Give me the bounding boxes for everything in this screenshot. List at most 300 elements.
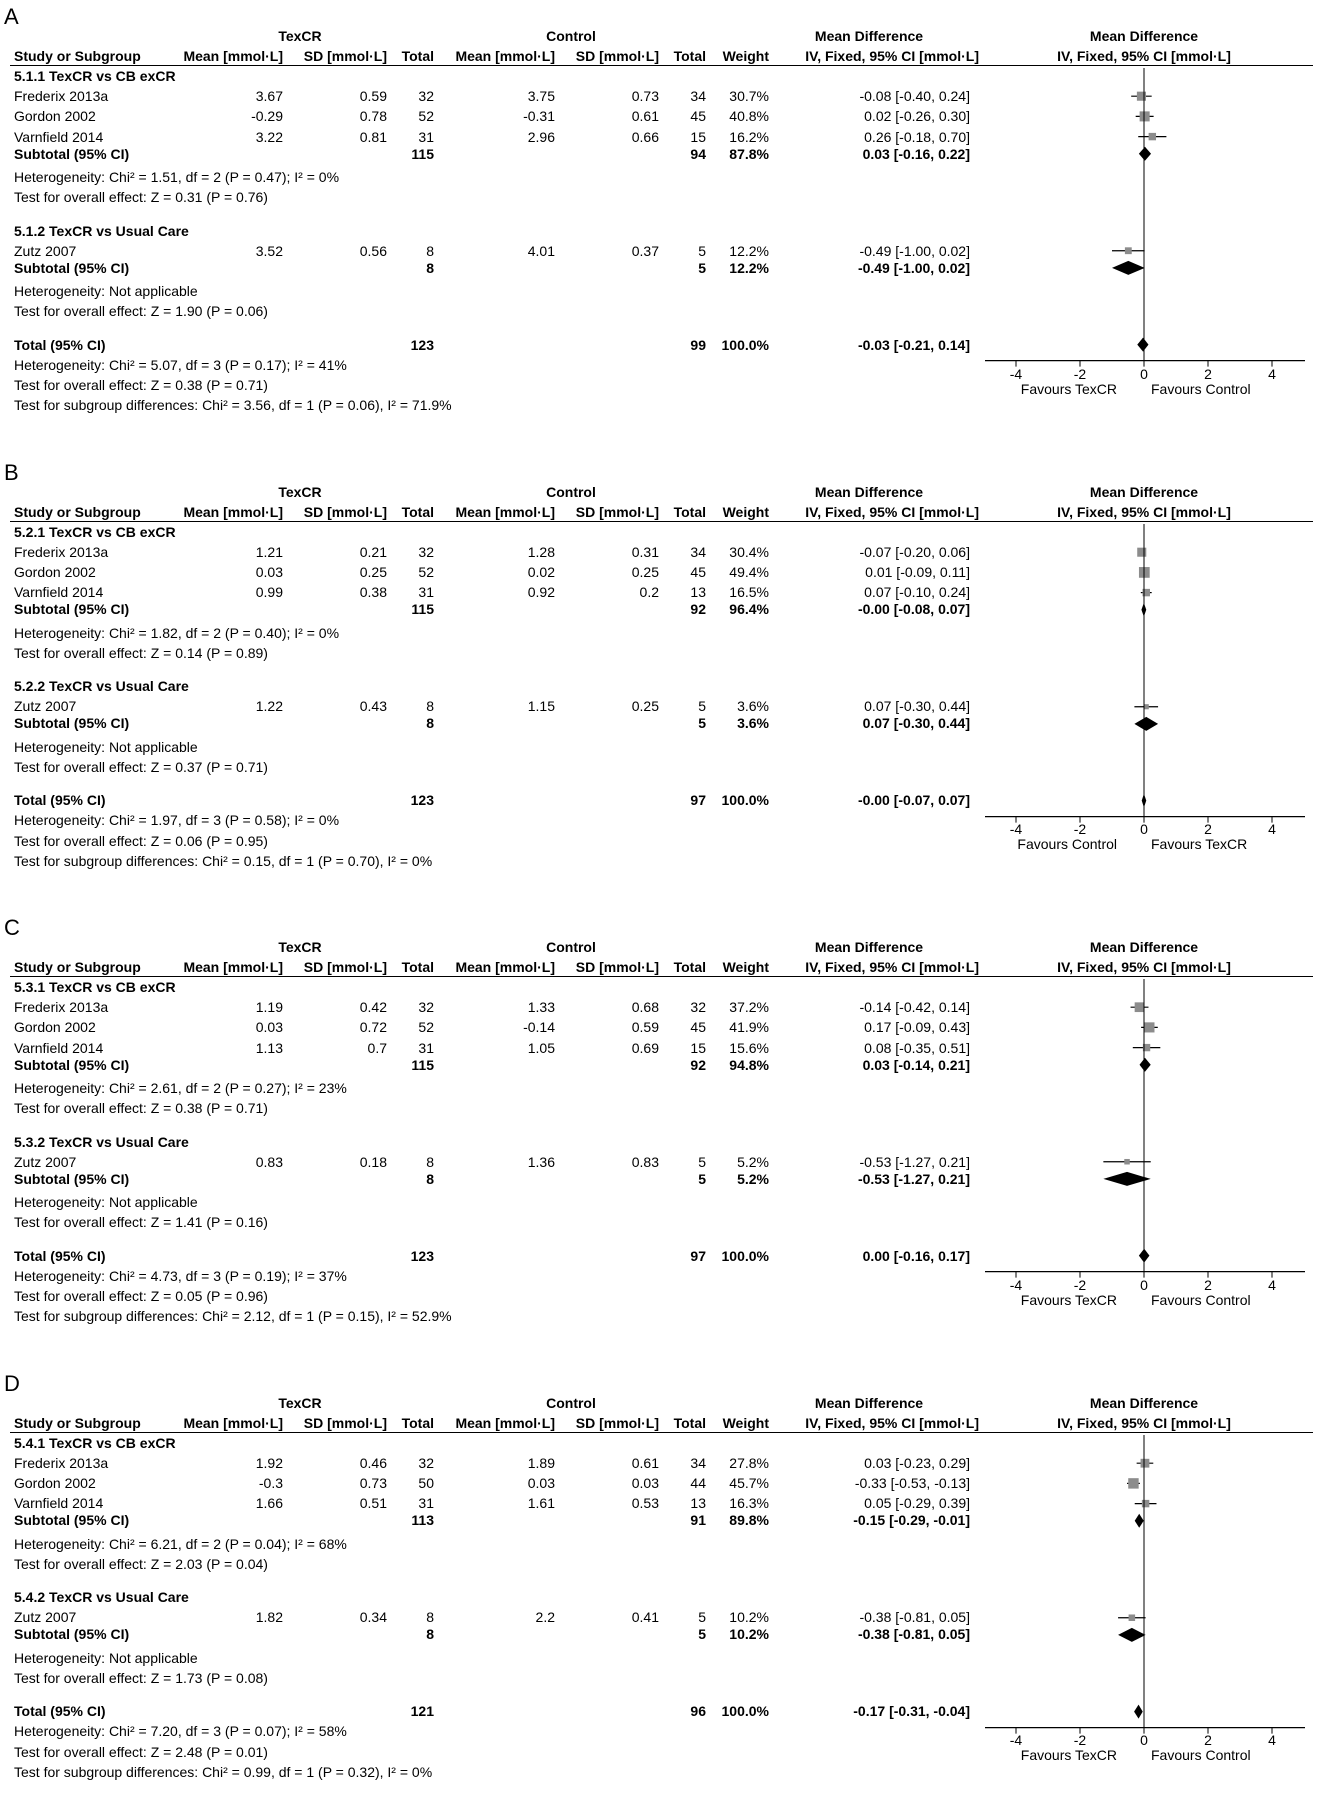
study-c-n: 32 (690, 999, 706, 1016)
study-ci: 0.02 [-0.26, 0.30] (864, 108, 970, 125)
study-c-sd: 0.25 (631, 563, 659, 580)
study-c-sd: 0.53 (631, 1495, 659, 1512)
subgroup-title: 5.2.2 TexCR vs Usual Care (14, 678, 189, 695)
heterogeneity-text: Heterogeneity: Not applicable (14, 1194, 198, 1211)
subtotal-weight: 87.8% (729, 145, 769, 162)
subtotal-e-n: 115 (411, 145, 434, 162)
study-e-n: 8 (426, 242, 434, 259)
study-e-n: 52 (418, 563, 434, 580)
study-e-n: 32 (418, 999, 434, 1016)
study-c-sd: 0.83 (631, 1153, 659, 1170)
study-c-n: 5 (698, 242, 706, 259)
study-c-sd: 0.66 (631, 128, 659, 145)
study-ci: 0.03 [-0.23, 0.29] (864, 1454, 970, 1471)
study-c-mean: 0.92 (527, 584, 555, 601)
study-e-mean: 1.66 (255, 1495, 283, 1512)
subgroup-title: 5.4.1 TexCR vs CB exCR (14, 1434, 176, 1451)
subtotal-label: Subtotal (95% CI) (14, 1512, 130, 1529)
header-rule (10, 521, 1313, 522)
favours-right-label: Favours Control (1151, 1747, 1251, 1764)
study-c-n: 15 (690, 128, 706, 145)
subtotal-c-n: 5 (698, 259, 706, 276)
study-c-mean: 3.75 (527, 88, 555, 105)
x-tick-label: -2 (1073, 1732, 1087, 1749)
col-exp-sd-header: SD [mmol·L] (303, 1414, 387, 1431)
subtotal-weight: 96.4% (729, 601, 769, 618)
study-c-n: 44 (690, 1474, 706, 1491)
study-weight: 40.8% (729, 108, 769, 125)
subgroup-title: 5.1.2 TexCR vs Usual Care (14, 222, 189, 239)
subtotal-e-n: 115 (411, 1056, 434, 1073)
x-tick-label: 2 (1204, 1732, 1212, 1749)
forest-panel-b (0, 456, 1323, 906)
study-e-sd: 0.46 (359, 1454, 387, 1471)
heterogeneity-text: Heterogeneity: Chi² = 1.51, df = 2 (P = 0.47); I² = 0% (14, 169, 340, 185)
subtotal-c-n: 94 (690, 145, 706, 162)
overall-effect-text: Test for overall effect: Z = 1.90 (P = 0.06) (14, 303, 268, 320)
col-exp-total-header: Total (401, 48, 434, 64)
study-c-sd: 0.73 (631, 88, 659, 105)
study-ci: -0.08 [-0.40, 0.24] (859, 88, 970, 105)
total-diamond (1137, 338, 1148, 352)
ctrl-group-header: Control (546, 28, 596, 44)
study-c-mean: 1.89 (527, 1454, 555, 1471)
subtotal-weight: 5.2% (737, 1170, 769, 1187)
col-exp-mean-header: Mean [mmol·L] (183, 48, 283, 64)
study-e-sd: 0.81 (359, 128, 387, 145)
study-c-mean: 2.2 (535, 1609, 555, 1626)
study-weight: 16.3% (729, 1495, 769, 1512)
study-name: Zutz 2007 (14, 242, 77, 259)
subtotal-label: Subtotal (95% CI) (14, 259, 130, 276)
study-e-mean: 1.92 (255, 1454, 283, 1471)
col-ctrl-mean-header: Mean [mmol·L] (455, 1414, 555, 1431)
study-c-sd: 0.61 (631, 108, 659, 125)
study-weight: 12.2% (729, 242, 769, 259)
subtotal-c-n: 5 (698, 1170, 706, 1187)
plot-method-header: IV, Fixed, 95% CI [mmol·L] (1057, 503, 1231, 520)
study-weight: 41.9% (729, 1019, 769, 1036)
x-tick-label: -4 (1009, 365, 1023, 382)
total-heterogeneity-text: Heterogeneity: Chi² = 7.20, df = 3 (P = 0.07); I² = 58% (14, 1723, 347, 1740)
panel-letter: A (4, 4, 19, 29)
subtotal-ci: -0.38 [-0.81, 0.05] (857, 1626, 970, 1643)
header-rule (10, 65, 1313, 66)
x-tick-label: 4 (1268, 1276, 1276, 1293)
total-e-n: 123 (410, 1247, 434, 1264)
favours-left-label: Favours TexCR (1020, 380, 1117, 397)
study-weight-square (1142, 1499, 1149, 1506)
x-tick-label: 0 (1140, 365, 1148, 382)
col-exp-sd-header: SD [mmol·L] (303, 48, 387, 64)
subtotal-e-n: 8 (426, 715, 434, 732)
study-weight: 30.4% (729, 543, 769, 560)
study-weight: 45.7% (729, 1474, 769, 1491)
favours-right-label: Favours TexCR (1151, 836, 1248, 853)
col-ci-header: IV, Fixed, 95% CI [mmol·L] (805, 503, 979, 520)
total-label: Total (95% CI) (14, 336, 106, 353)
total-label: Total (95% CI) (14, 1703, 106, 1720)
exp-group-header: TexCR (278, 28, 322, 44)
overall-effect-text: Test for overall effect: Z = 1.73 (P = 0.08) (14, 1669, 268, 1686)
subtotal-ci: 0.07 [-0.30, 0.44] (862, 715, 970, 732)
study-ci: 0.07 [-0.30, 0.44] (864, 698, 970, 715)
subtotal-e-n: 8 (426, 1170, 434, 1187)
subtotal-e-n: 113 (411, 1512, 434, 1529)
exp-group-header: TexCR (278, 483, 322, 500)
x-tick-label: 0 (1140, 1732, 1148, 1749)
study-c-mean: 1.61 (527, 1495, 555, 1512)
study-c-mean: 1.36 (527, 1153, 555, 1170)
study-weight: 37.2% (729, 999, 769, 1016)
x-tick-label: -4 (1009, 1276, 1023, 1293)
col-exp-total-header: Total (401, 503, 434, 520)
study-e-n: 31 (418, 584, 434, 601)
study-c-sd: 0.31 (631, 543, 659, 560)
study-e-mean: 0.99 (255, 584, 283, 601)
study-name: Zutz 2007 (14, 1153, 77, 1170)
plot-header-title: Mean Difference (1089, 939, 1199, 955)
col-ctrl-sd-header: SD [mmol·L] (575, 503, 659, 520)
study-e-mean: -0.29 (251, 108, 283, 125)
col-exp-mean-header: Mean [mmol·L] (183, 959, 283, 975)
subtotal-weight: 3.6% (737, 715, 769, 732)
study-weight-square (1137, 547, 1146, 556)
study-weight: 15.6% (729, 1039, 769, 1056)
favours-left-label: Favours TexCR (1020, 1747, 1117, 1764)
study-c-sd: 0.37 (631, 242, 659, 259)
subtotal-label: Subtotal (95% CI) (14, 1056, 130, 1073)
col-ctrl-total-header: Total (673, 1414, 706, 1431)
total-ci: -0.03 [-0.21, 0.14] (857, 336, 970, 353)
plot-header-title: Mean Difference (1089, 1394, 1199, 1411)
col-ci-header: IV, Fixed, 95% CI [mmol·L] (805, 1414, 979, 1431)
subtotal-ci: 0.03 [-0.14, 0.21] (862, 1056, 970, 1073)
overall-effect-text: Test for overall effect: Z = 2.03 (P = 0.04) (14, 1555, 268, 1572)
subtotal-ci: -0.00 [-0.08, 0.07] (857, 601, 970, 618)
study-c-mean: 1.05 (527, 1039, 555, 1056)
overall-effect-text: Test for overall effect: Z = 0.14 (P = 0.89) (14, 644, 268, 661)
heterogeneity-text: Heterogeneity: Not applicable (14, 738, 198, 755)
x-tick-label: 4 (1268, 821, 1276, 838)
study-e-n: 8 (426, 1153, 434, 1170)
study-name: Frederix 2013a (14, 1454, 109, 1471)
study-weight: 49.4% (729, 563, 769, 580)
study-c-n: 34 (690, 1454, 706, 1471)
study-e-sd: 0.25 (359, 563, 387, 580)
study-c-n: 45 (690, 563, 706, 580)
subtotal-label: Subtotal (95% CI) (14, 145, 130, 162)
study-e-n: 52 (418, 108, 434, 125)
subtotal-c-n: 5 (698, 1626, 706, 1643)
study-name: Gordon 2002 (14, 1474, 96, 1491)
favours-right-label: Favours Control (1151, 1291, 1251, 1308)
total-c-n: 99 (690, 336, 706, 353)
study-e-mean: 1.22 (255, 698, 283, 715)
study-e-mean: 1.21 (255, 543, 283, 560)
study-name: Frederix 2013a (14, 88, 109, 105)
exp-group-header: TexCR (278, 939, 322, 955)
col-ctrl-total-header: Total (673, 48, 706, 64)
study-c-n: 45 (690, 1019, 706, 1036)
subtotal-diamond (1140, 1058, 1151, 1072)
ctrl-group-header: Control (546, 1394, 596, 1411)
study-ci: 0.07 [-0.10, 0.24] (864, 584, 970, 601)
col-study-header: Study or Subgroup (14, 959, 141, 975)
subtotal-c-n: 5 (698, 715, 706, 732)
study-c-mean: -0.31 (523, 108, 555, 125)
total-heterogeneity-text: Heterogeneity: Chi² = 1.97, df = 3 (P = 0.58); I² = 0% (14, 812, 340, 829)
total-label: Total (95% CI) (14, 1247, 106, 1264)
subgroup-title: 5.4.2 TexCR vs Usual Care (14, 1589, 189, 1606)
study-e-sd: 0.18 (359, 1153, 387, 1170)
md-header-title: Mean Difference (814, 1394, 924, 1411)
study-ci: -0.38 [-0.81, 0.05] (859, 1609, 970, 1626)
col-ctrl-total-header: Total (673, 959, 706, 975)
subtotal-c-n: 91 (690, 1512, 706, 1529)
study-weight-square (1140, 111, 1150, 121)
total-label: Total (95% CI) (14, 792, 106, 809)
forest-panel-d (0, 1367, 1323, 1817)
study-e-sd: 0.34 (359, 1609, 387, 1626)
subtotal-label: Subtotal (95% CI) (14, 601, 130, 618)
col-ci-header: IV, Fixed, 95% CI [mmol·L] (805, 48, 979, 64)
x-tick-label: 2 (1204, 821, 1212, 838)
favours-left-label: Favours Control (1017, 836, 1117, 853)
plot-method-header: IV, Fixed, 95% CI [mmol·L] (1057, 959, 1231, 975)
study-weight: 5.2% (737, 1153, 769, 1170)
col-ctrl-total-header: Total (673, 503, 706, 520)
study-c-n: 15 (690, 1039, 706, 1056)
col-exp-mean-header: Mean [mmol·L] (183, 1414, 283, 1431)
study-e-sd: 0.72 (359, 1019, 387, 1036)
study-ci: -0.53 [-1.27, 0.21] (859, 1153, 970, 1170)
subtotal-weight: 10.2% (729, 1626, 769, 1643)
study-ci: 0.08 [-0.35, 0.51] (864, 1039, 970, 1056)
study-ci: 0.01 [-0.09, 0.11] (865, 563, 970, 580)
col-study-header: Study or Subgroup (14, 1414, 141, 1431)
forest-panel-c (0, 911, 1323, 1361)
total-overall-effect-text: Test for overall effect: Z = 0.05 (P = 0.96) (14, 1288, 268, 1305)
study-e-n: 32 (418, 88, 434, 105)
study-weight-square (1144, 1022, 1154, 1032)
study-c-n: 5 (698, 1609, 706, 1626)
subtotal-diamond (1135, 1513, 1144, 1527)
col-ctrl-mean-header: Mean [mmol·L] (455, 959, 555, 975)
study-weight-square (1141, 1458, 1150, 1467)
subtotal-weight: 89.8% (729, 1512, 769, 1529)
col-ctrl-mean-header: Mean [mmol·L] (455, 48, 555, 64)
subtotal-ci: -0.53 [-1.27, 0.21] (857, 1170, 970, 1187)
total-weight: 100.0% (721, 792, 769, 809)
exp-group-header: TexCR (278, 1394, 322, 1411)
col-ctrl-sd-header: SD [mmol·L] (575, 959, 659, 975)
study-weight: 10.2% (729, 1609, 769, 1626)
total-e-n: 123 (410, 336, 434, 353)
plot-method-header: IV, Fixed, 95% CI [mmol·L] (1057, 1414, 1231, 1431)
favours-right-label: Favours Control (1151, 380, 1251, 397)
heterogeneity-text: Heterogeneity: Not applicable (14, 283, 198, 300)
panel-letter: C (4, 915, 20, 940)
study-weight: 30.7% (729, 88, 769, 105)
study-c-mean: -0.14 (523, 1019, 555, 1036)
study-c-sd: 0.69 (631, 1039, 659, 1056)
col-exp-total-header: Total (401, 959, 434, 975)
col-weight-header: Weight (722, 959, 769, 975)
col-weight-header: Weight (722, 48, 769, 64)
study-weight: 3.6% (737, 698, 769, 715)
study-weight-square (1128, 1478, 1138, 1488)
study-name: Gordon 2002 (14, 563, 96, 580)
study-e-sd: 0.56 (359, 242, 387, 259)
study-e-sd: 0.42 (359, 999, 387, 1016)
header-rule (10, 976, 1313, 977)
study-e-mean: 0.03 (255, 1019, 283, 1036)
study-e-sd: 0.73 (359, 1474, 387, 1491)
study-c-mean: 1.28 (527, 543, 555, 560)
ctrl-group-header: Control (546, 939, 596, 955)
subgroup-title: 5.3.2 TexCR vs Usual Care (14, 1133, 189, 1150)
study-e-mean: 1.19 (255, 999, 283, 1016)
subtotal-e-n: 8 (426, 1626, 434, 1643)
heterogeneity-text: Heterogeneity: Chi² = 1.82, df = 2 (P = 0.40); I² = 0% (14, 624, 340, 641)
x-tick-label: -2 (1073, 821, 1087, 838)
study-e-n: 31 (418, 1039, 434, 1056)
x-tick-label: -2 (1073, 365, 1087, 382)
subtotal-e-n: 8 (426, 259, 434, 276)
study-weight-square (1149, 133, 1156, 140)
col-ctrl-sd-header: SD [mmol·L] (575, 1414, 659, 1431)
study-c-mean: 0.03 (527, 1474, 555, 1491)
study-weight-square (1124, 1159, 1130, 1165)
study-c-mean: 1.33 (527, 999, 555, 1016)
study-e-n: 8 (426, 698, 434, 715)
study-name: Zutz 2007 (14, 1609, 77, 1626)
subtotal-label: Subtotal (95% CI) (14, 1626, 130, 1643)
subtotal-label: Subtotal (95% CI) (14, 1170, 130, 1187)
x-tick-label: 4 (1268, 1732, 1276, 1749)
subgroup-differences-text: Test for subgroup differences: Chi² = 2.12, df = 1 (P = 0.15), I² = 52.9% (14, 1308, 452, 1325)
subtotal-diamond (1118, 1627, 1146, 1641)
subtotal-label: Subtotal (95% CI) (14, 715, 130, 732)
panel-letter: B (4, 459, 19, 485)
total-e-n: 123 (410, 792, 434, 809)
plot-header-title: Mean Difference (1089, 28, 1199, 44)
study-c-sd: 0.68 (631, 999, 659, 1016)
study-c-sd: 0.61 (631, 1454, 659, 1471)
study-e-sd: 0.7 (367, 1039, 387, 1056)
subtotal-diamond (1134, 716, 1158, 730)
study-e-mean: 1.13 (255, 1039, 283, 1056)
subtotal-ci: -0.49 [-1.00, 0.02] (857, 259, 970, 276)
study-weight: 16.5% (729, 584, 769, 601)
study-e-sd: 0.21 (359, 543, 387, 560)
subtotal-diamond (1139, 147, 1151, 161)
total-overall-effect-text: Test for overall effect: Z = 0.38 (P = 0.71) (14, 377, 268, 394)
study-name: Varnfield 2014 (14, 1039, 104, 1056)
study-weight: 27.8% (729, 1454, 769, 1471)
favours-left-label: Favours TexCR (1020, 1291, 1117, 1308)
subgroup-title: 5.2.1 TexCR vs CB exCR (14, 523, 176, 540)
study-e-n: 50 (418, 1474, 434, 1491)
study-c-n: 45 (690, 108, 706, 125)
x-tick-label: -2 (1073, 1276, 1087, 1293)
study-name: Zutz 2007 (14, 698, 77, 715)
study-weight-square (1125, 247, 1132, 254)
plot-header-title: Mean Difference (1089, 483, 1199, 500)
x-tick-label: -4 (1009, 1732, 1023, 1749)
study-e-sd: 0.38 (359, 584, 387, 601)
study-ci: 0.26 [-0.18, 0.70] (864, 128, 970, 145)
header-rule (10, 1432, 1313, 1433)
study-c-sd: 0.59 (631, 1019, 659, 1036)
study-e-mean: 3.67 (255, 88, 283, 105)
study-c-sd: 0.41 (631, 1609, 659, 1626)
forest-panel-a (0, 0, 1323, 450)
study-ci: -0.49 [-1.00, 0.02] (859, 242, 970, 259)
total-diamond (1134, 1704, 1143, 1718)
study-name: Frederix 2013a (14, 999, 109, 1016)
study-e-sd: 0.43 (359, 698, 387, 715)
total-heterogeneity-text: Heterogeneity: Chi² = 4.73, df = 3 (P = 0.19); I² = 37% (14, 1267, 347, 1284)
x-tick-label: -4 (1009, 821, 1023, 838)
heterogeneity-text: Heterogeneity: Chi² = 2.61, df = 2 (P = 0.27); I² = 23% (14, 1080, 347, 1096)
study-e-n: 8 (426, 1609, 434, 1626)
study-c-mean: 0.02 (527, 563, 555, 580)
study-weight-square (1135, 1002, 1145, 1012)
study-ci: 0.05 [-0.29, 0.39] (864, 1495, 970, 1512)
total-heterogeneity-text: Heterogeneity: Chi² = 5.07, df = 3 (P = 0.17); I² = 41% (14, 356, 347, 373)
study-e-n: 52 (418, 1019, 434, 1036)
subtotal-diamond (1112, 261, 1145, 275)
study-e-mean: 3.52 (255, 242, 283, 259)
col-ci-header: IV, Fixed, 95% CI [mmol·L] (805, 959, 979, 975)
overall-effect-text: Test for overall effect: Z = 1.41 (P = 0.16) (14, 1214, 268, 1231)
col-ctrl-sd-header: SD [mmol·L] (575, 48, 659, 64)
md-header-title: Mean Difference (814, 28, 924, 44)
total-ci: -0.00 [-0.07, 0.07] (857, 792, 970, 809)
md-header-title: Mean Difference (814, 939, 924, 955)
study-c-sd: 0.03 (631, 1474, 659, 1491)
study-e-n: 31 (418, 128, 434, 145)
total-overall-effect-text: Test for overall effect: Z = 2.48 (P = 0.01) (14, 1743, 268, 1760)
subgroup-differences-text: Test for subgroup differences: Chi² = 3.56, df = 1 (P = 0.06), I² = 71.9% (14, 397, 452, 414)
overall-effect-text: Test for overall effect: Z = 0.37 (P = 0.71) (14, 758, 268, 775)
study-e-n: 31 (418, 1495, 434, 1512)
study-name: Frederix 2013a (14, 543, 109, 560)
study-e-sd: 0.51 (359, 1495, 387, 1512)
study-e-n: 32 (418, 1454, 434, 1471)
subtotal-weight: 12.2% (729, 259, 769, 276)
study-e-mean: 0.83 (255, 1153, 283, 1170)
total-c-n: 97 (690, 792, 706, 809)
col-study-header: Study or Subgroup (14, 503, 141, 520)
subgroup-differences-text: Test for subgroup differences: Chi² = 0.99, df = 1 (P = 0.32), I² = 0% (14, 1763, 433, 1780)
total-c-n: 96 (690, 1703, 706, 1720)
subgroup-title: 5.3.1 TexCR vs CB exCR (14, 979, 176, 995)
x-tick-label: 0 (1140, 821, 1148, 838)
md-header-title: Mean Difference (814, 483, 924, 500)
study-ci: -0.14 [-0.42, 0.14] (859, 999, 970, 1016)
study-weight-square (1129, 1614, 1136, 1621)
subgroup-differences-text: Test for subgroup differences: Chi² = 0.15, df = 1 (P = 0.70), I² = 0% (14, 852, 433, 869)
total-c-n: 97 (690, 1247, 706, 1264)
total-e-n: 121 (410, 1703, 434, 1720)
study-ci: -0.07 [-0.20, 0.06] (859, 543, 970, 560)
subgroup-title: 5.1.1 TexCR vs CB exCR (14, 68, 176, 84)
x-tick-label: 2 (1204, 365, 1212, 382)
study-e-n: 32 (418, 543, 434, 560)
